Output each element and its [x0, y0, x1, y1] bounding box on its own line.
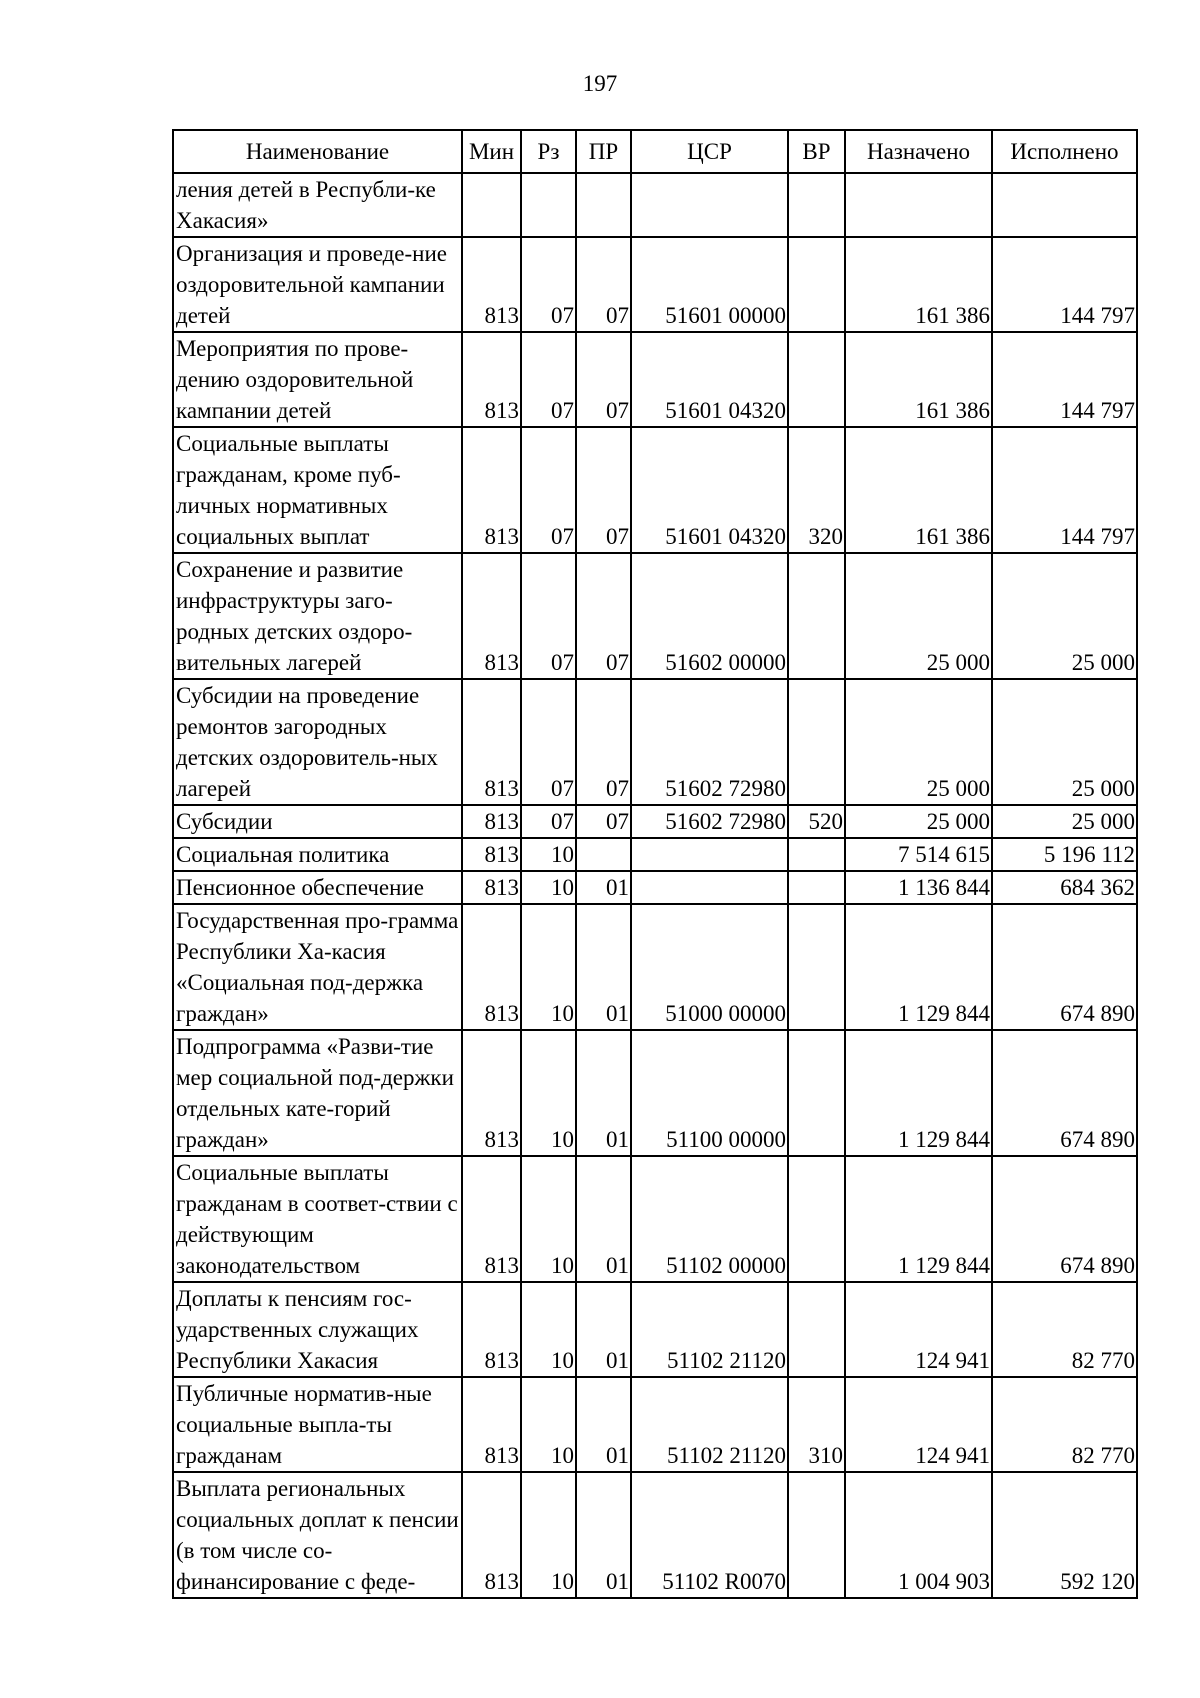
header-csr: ЦСР [631, 130, 788, 173]
cell-min: 813 [462, 1377, 521, 1472]
cell-vr [788, 1282, 845, 1377]
cell-vr: 320 [788, 427, 845, 553]
cell-name: Публичные норматив-ные социальные выпла-ты гражданам [173, 1377, 462, 1472]
cell-naznacheno: 7 514 615 [845, 838, 992, 871]
cell-name: Социальные выплаты гражданам, кроме пуб-личных нормативных социальных выплат [173, 427, 462, 553]
cell-pr: 07 [576, 679, 631, 805]
cell-naznacheno: 161 386 [845, 332, 992, 427]
table-row [173, 553, 1137, 679]
cell-min: 813 [462, 237, 521, 332]
cell-ispolneno: 144 797 [992, 427, 1137, 553]
cell-ispolneno: 592 120 [992, 1472, 1137, 1598]
header-naznacheno: Назначено [845, 130, 992, 173]
cell-vr: 520 [788, 805, 845, 838]
cell-vr [788, 679, 845, 805]
cell-rz: 10 [521, 1282, 576, 1377]
cell-rz: 10 [521, 904, 576, 1030]
cell-rz: 10 [521, 1377, 576, 1472]
cell-min [462, 173, 521, 237]
cell-naznacheno: 124 941 [845, 1282, 992, 1377]
cell-ispolneno: 82 770 [992, 1282, 1137, 1377]
table-row [173, 237, 1137, 332]
cell-ispolneno: 25 000 [992, 805, 1137, 838]
cell-naznacheno: 161 386 [845, 427, 992, 553]
table-row [173, 1377, 1137, 1472]
cell-naznacheno: 1 136 844 [845, 871, 992, 904]
table-row [173, 871, 1137, 904]
cell-pr: 01 [576, 871, 631, 904]
cell-csr: 51602 72980 [631, 805, 788, 838]
cell-vr [788, 871, 845, 904]
cell-name: Доплаты к пенсиям гос-ударственных служащих Республики Хакасия [173, 1282, 462, 1377]
cell-csr [631, 871, 788, 904]
header-vr: ВР [788, 130, 845, 173]
cell-min: 813 [462, 679, 521, 805]
cell-name: Субсидии на проведение ремонтов загородных детских оздоровитель-ных лагерей [173, 679, 462, 805]
header-row [173, 130, 1137, 173]
cell-min: 813 [462, 332, 521, 427]
cell-pr: 07 [576, 332, 631, 427]
table-body [173, 173, 1137, 1598]
cell-name: Организация и проведе-ние оздоровительной кампании детей [173, 237, 462, 332]
cell-rz: 07 [521, 679, 576, 805]
cell-naznacheno: 124 941 [845, 1377, 992, 1472]
cell-rz: 07 [521, 332, 576, 427]
cell-rz [521, 173, 576, 237]
cell-naznacheno: 1 129 844 [845, 904, 992, 1030]
cell-csr: 51102 00000 [631, 1156, 788, 1282]
cell-ispolneno: 25 000 [992, 553, 1137, 679]
cell-vr [788, 1030, 845, 1156]
table-row [173, 427, 1137, 553]
cell-pr: 07 [576, 237, 631, 332]
cell-vr [788, 332, 845, 427]
cell-pr: 01 [576, 1282, 631, 1377]
cell-naznacheno: 25 000 [845, 553, 992, 679]
cell-csr: 51601 04320 [631, 427, 788, 553]
cell-rz: 10 [521, 1030, 576, 1156]
cell-csr [631, 173, 788, 237]
cell-min: 813 [462, 553, 521, 679]
header-ispolneno: Исполнено [992, 130, 1137, 173]
cell-pr [576, 173, 631, 237]
cell-vr [788, 838, 845, 871]
cell-csr: 51602 72980 [631, 679, 788, 805]
table-row [173, 1156, 1137, 1282]
cell-name: Социальная политика [173, 838, 462, 871]
cell-min: 813 [462, 1472, 521, 1598]
table-row [173, 173, 1137, 237]
page-number: 197 [582, 71, 618, 96]
cell-naznacheno: 25 000 [845, 679, 992, 805]
table-row [173, 1030, 1137, 1156]
cell-pr: 01 [576, 1030, 631, 1156]
table-row [173, 904, 1137, 1030]
cell-csr: 51102 R0070 [631, 1472, 788, 1598]
cell-csr [631, 838, 788, 871]
cell-ispolneno: 5 196 112 [992, 838, 1137, 871]
table-row [173, 679, 1137, 805]
cell-ispolneno: 674 890 [992, 904, 1137, 1030]
cell-name: Сохранение и развитие инфраструктуры заго-родных детских оздоро-вительных лагерей [173, 553, 462, 679]
header-min: Мин [462, 130, 521, 173]
cell-csr: 51000 00000 [631, 904, 788, 1030]
header-name: Наименование [173, 130, 462, 173]
cell-naznacheno: 1 129 844 [845, 1156, 992, 1282]
cell-min: 813 [462, 1282, 521, 1377]
cell-csr: 51102 21120 [631, 1282, 788, 1377]
cell-pr: 07 [576, 553, 631, 679]
header-rz: Рз [521, 130, 576, 173]
cell-pr: 01 [576, 904, 631, 1030]
cell-pr: 01 [576, 1472, 631, 1598]
cell-ispolneno: 82 770 [992, 1377, 1137, 1472]
table-row [173, 805, 1137, 838]
cell-min: 813 [462, 427, 521, 553]
cell-vr [788, 173, 845, 237]
cell-ispolneno: 25 000 [992, 679, 1137, 805]
cell-rz: 10 [521, 1156, 576, 1282]
cell-min: 813 [462, 805, 521, 838]
cell-pr: 07 [576, 805, 631, 838]
table-row [173, 332, 1137, 427]
cell-min: 813 [462, 904, 521, 1030]
cell-pr: 01 [576, 1377, 631, 1472]
cell-name: Подпрограмма «Разви-тие мер социальной под-держки отдельных кате-горий граждан» [173, 1030, 462, 1156]
cell-rz: 07 [521, 237, 576, 332]
cell-rz: 10 [521, 1472, 576, 1598]
cell-min: 813 [462, 871, 521, 904]
cell-vr [788, 1156, 845, 1282]
table-row [173, 1282, 1137, 1377]
cell-csr: 51100 00000 [631, 1030, 788, 1156]
cell-rz: 07 [521, 427, 576, 553]
cell-ispolneno: 674 890 [992, 1156, 1137, 1282]
cell-rz: 10 [521, 871, 576, 904]
cell-naznacheno: 161 386 [845, 237, 992, 332]
cell-name: Государственная про-грамма Республики Ха-касия «Социальная под-держка граждан» [173, 904, 462, 1030]
cell-ispolneno: 144 797 [992, 237, 1137, 332]
cell-name: ления детей в Республи-ке Хакасия» [173, 173, 462, 237]
cell-name: Мероприятия по прове-дению оздоровительной кампании детей [173, 332, 462, 427]
cell-pr: 07 [576, 427, 631, 553]
cell-vr [788, 237, 845, 332]
cell-min: 813 [462, 838, 521, 871]
cell-naznacheno: 1 129 844 [845, 1030, 992, 1156]
cell-pr: 01 [576, 1156, 631, 1282]
cell-naznacheno [845, 173, 992, 237]
cell-pr [576, 838, 631, 871]
cell-rz: 10 [521, 838, 576, 871]
cell-rz: 07 [521, 553, 576, 679]
cell-min: 813 [462, 1030, 521, 1156]
cell-ispolneno: 674 890 [992, 1030, 1137, 1156]
cell-name: Пенсионное обеспечение [173, 871, 462, 904]
table-header [173, 130, 1137, 173]
cell-vr [788, 1472, 845, 1598]
cell-csr: 51601 00000 [631, 237, 788, 332]
cell-csr: 51102 21120 [631, 1377, 788, 1472]
budget-table [172, 129, 1138, 1599]
cell-ispolneno: 144 797 [992, 332, 1137, 427]
cell-vr [788, 904, 845, 1030]
cell-vr [788, 553, 845, 679]
cell-vr: 310 [788, 1377, 845, 1472]
cell-min: 813 [462, 1156, 521, 1282]
cell-rz: 07 [521, 805, 576, 838]
cell-naznacheno: 1 004 903 [845, 1472, 992, 1598]
cell-name: Социальные выплаты гражданам в соответ-ствии с действующим законодательством [173, 1156, 462, 1282]
cell-ispolneno: 684 362 [992, 871, 1137, 904]
header-pr: ПР [576, 130, 631, 173]
cell-ispolneno [992, 173, 1137, 237]
cell-csr: 51602 00000 [631, 553, 788, 679]
cell-naznacheno: 25 000 [845, 805, 992, 838]
cell-name: Субсидии [173, 805, 462, 838]
cell-name: Выплата региональных социальных доплат к пенсии (в том числе со-финансирование с феде- [173, 1472, 462, 1598]
cell-csr: 51601 04320 [631, 332, 788, 427]
table-row [173, 838, 1137, 871]
table-row [173, 1472, 1137, 1598]
